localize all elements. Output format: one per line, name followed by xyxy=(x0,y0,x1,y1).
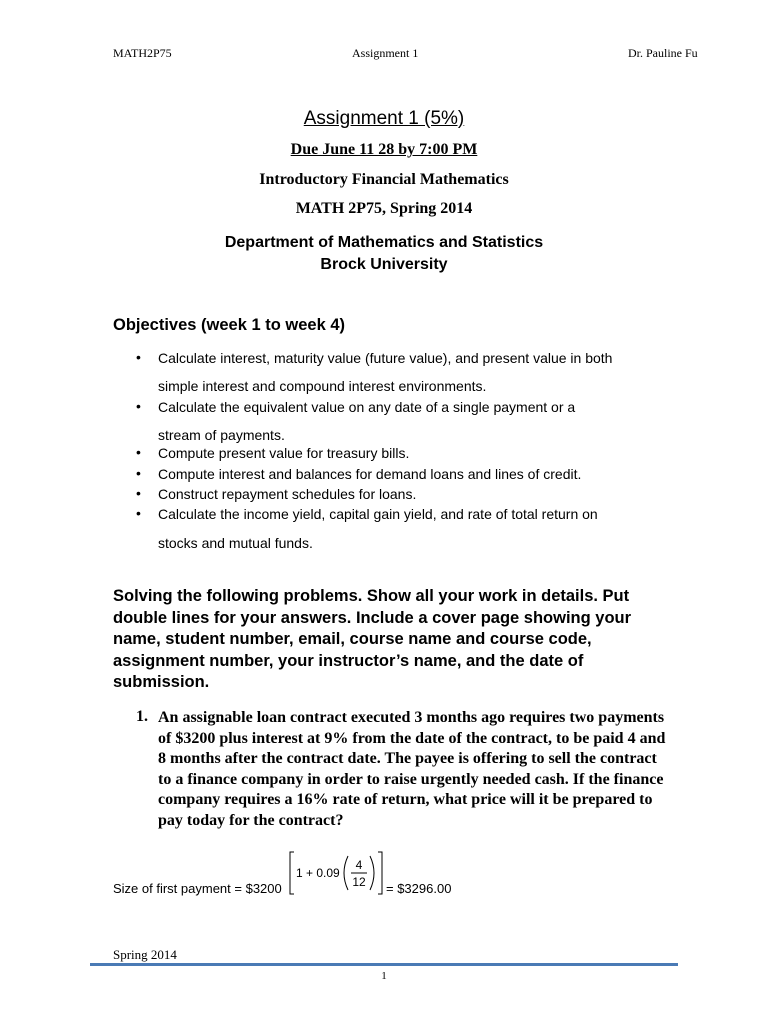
bullet-icon: • xyxy=(136,505,141,521)
fraction-numerator: 4 xyxy=(355,858,363,872)
question-number: 1. xyxy=(136,708,148,725)
objective-item-line: Construct repayment schedules for loans. xyxy=(158,486,417,502)
objective-item-line: Calculate interest, maturity value (future value), and present value in both xyxy=(158,350,613,366)
course-code: MATH 2P75, Spring 2014 xyxy=(295,200,473,217)
bullet-icon: • xyxy=(136,398,141,414)
objective-item-line: Calculate the income yield, capital gain yield, and rate of total return on xyxy=(158,506,598,522)
left-bracket xyxy=(290,852,294,894)
footer-rule xyxy=(90,963,678,966)
objective-item-line: simple interest and compound interest environments. xyxy=(158,378,487,394)
right-bracket xyxy=(378,852,382,894)
bullet-icon: • xyxy=(136,465,141,481)
one-plus-rate: 1 + 0.09 xyxy=(296,866,340,880)
question-text: An assignable loan contract executed 3 months ago requires two payments of $3200 plus interest at 9% from the date of the contract, to be paid 4 and 8 months after the contract date. The payee is offering to sell the contract to a finance company in order to raise urgently needed cash. If the finance company requires a 16% rate of return, what price will it be prepared to pay today for the contract? xyxy=(158,709,666,829)
page-title: Assignment 1 (5%) xyxy=(303,108,465,129)
department: Department of Mathematics and Statistics xyxy=(224,234,544,251)
formula-expression xyxy=(288,848,384,898)
objective-item-line: stream of payments. xyxy=(158,427,285,443)
left-paren xyxy=(344,856,348,890)
objective-item-line: stocks and mutual funds. xyxy=(158,535,313,551)
right-paren xyxy=(370,856,374,890)
objective-item-line: Calculate the equivalent value on any date of a single payment or a xyxy=(158,399,576,415)
formula-result: = $3296.00 xyxy=(386,881,452,896)
objective-item-line: Compute present value for treasury bills. xyxy=(158,445,410,461)
course-name: Introductory Financial Mathematics xyxy=(259,171,509,188)
bullet-icon: • xyxy=(136,349,141,365)
fraction-denominator: 12 xyxy=(352,875,366,889)
header-left: MATH2P75 xyxy=(113,46,172,60)
bullet-icon: • xyxy=(136,485,141,501)
header-center: Assignment 1 xyxy=(352,46,419,60)
footer-term: Spring 2014 xyxy=(113,947,177,962)
formula-label: Size of first payment = $3200 xyxy=(113,881,282,896)
university: Brock University xyxy=(320,256,448,273)
objective-item-line: Compute interest and balances for demand loans and lines of credit. xyxy=(158,466,582,482)
bullet-icon: • xyxy=(136,444,141,460)
instructions-paragraph: Solving the following problems. Show all your work in details. Put double lines for your answers. Include a cover page showing your name, student number, email, course name and course code, assignment number, your instructor’s name, and the date of submission. xyxy=(113,587,632,691)
objectives-heading: Objectives (week 1 to week 4) xyxy=(113,316,346,334)
due-date: Due June 11 28 by 7:00 PM xyxy=(290,141,478,158)
header-right: Dr. Pauline Fu xyxy=(628,46,698,60)
page-number: 1 xyxy=(381,970,387,982)
